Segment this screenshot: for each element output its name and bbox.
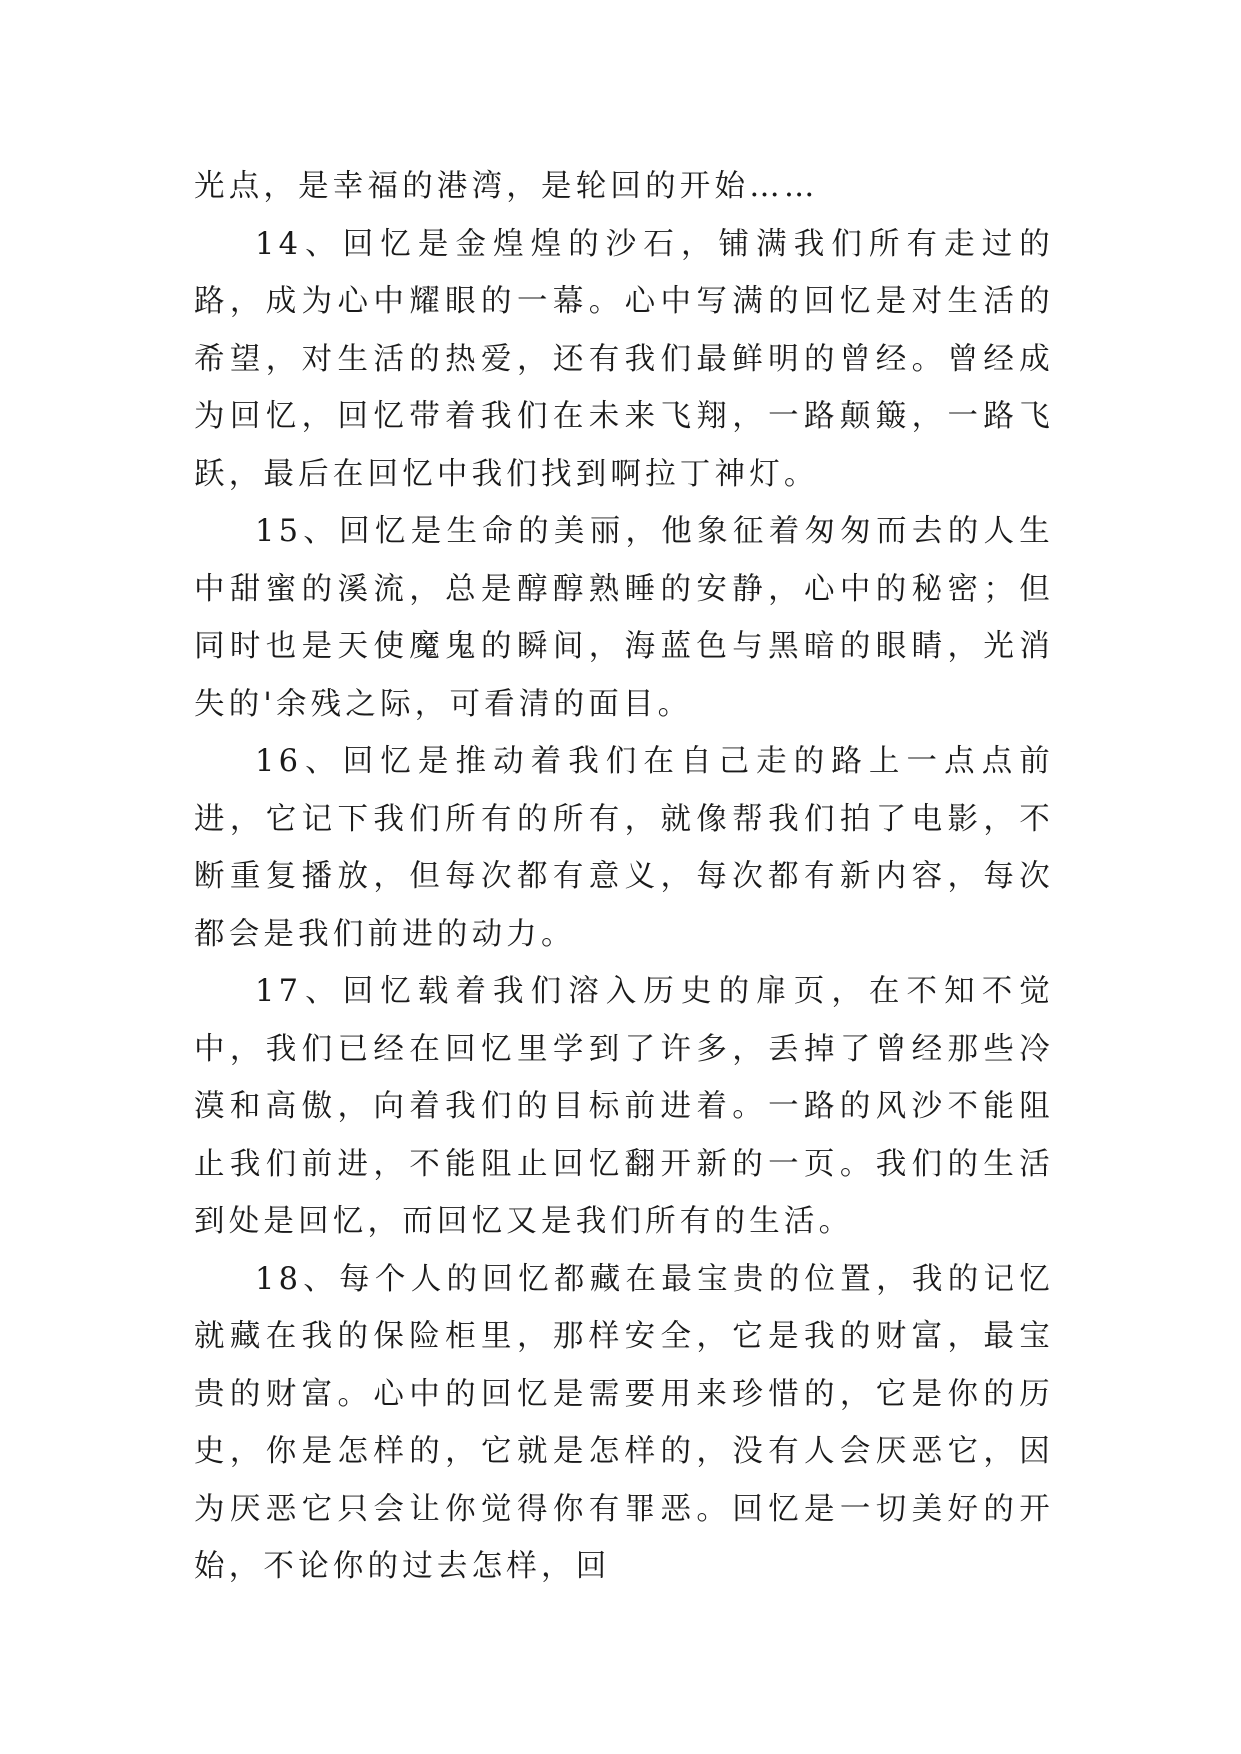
paragraph-item-16: 16、回忆是推动着我们在自己走的路上一点点前进，它记下我们所有的所有，就像帮我们拍了电影，不断重复播放，但每次都有意义，每次都有新内容，每次都会是我们前进的动力。 xyxy=(194,744,1054,952)
paragraph-continuation: 光点，是幸福的港湾，是轮回的开始…… xyxy=(194,169,819,204)
paragraph-item-17: 17、回忆载着我们溶入历史的扉页，在不知不觉中，我们已经在回忆里学到了许多，丢掉了曾经那些冷漠和高傲，向着我们的目标前进着。一路的风沙不能阻止我们前进，不能阻止回忆翻开新的一页。我们的生活到处是回忆，而回忆又是我们所有的生活。 xyxy=(194,974,1054,1239)
paragraph-item-15: 15、回忆是生命的美丽，他象征着匆匆而去的人生中甜蜜的溪流，总是醇醇熟睡的安静，心中的秘密；但同时也是天使魔鬼的瞬间，海蓝色与黑暗的眼睛，光消失的'余残之际，可看清的面目。 xyxy=(194,514,1054,722)
paragraph-item-18: 18、每个人的回忆都藏在最宝贵的位置，我的记忆就藏在我的保险柜里，那样安全，它是我的财富，最宝贵的财富。心中的回忆是需要用来珍惜的，它是你的历史，你是怎样的，它就是怎样的，没有人会厌恶它，因为厌恶它只会让你觉得你有罪恶。回忆是一切美好的开始，不论你的过去怎样，回 xyxy=(194,1261,1054,1584)
document-body xyxy=(194,158,1054,1596)
paragraph-item-14: 14、回忆是金煌煌的沙石，铺满我们所有走过的路，成为心中耀眼的一幕。心中写满的回忆是对生活的希望，对生活的热爱，还有我们最鲜明的曾经。曾经成为回忆，回忆带着我们在未来飞翔，一路颠簸，一路飞跃，最后在回忆中我们找到啊拉丁神灯。 xyxy=(194,226,1054,492)
